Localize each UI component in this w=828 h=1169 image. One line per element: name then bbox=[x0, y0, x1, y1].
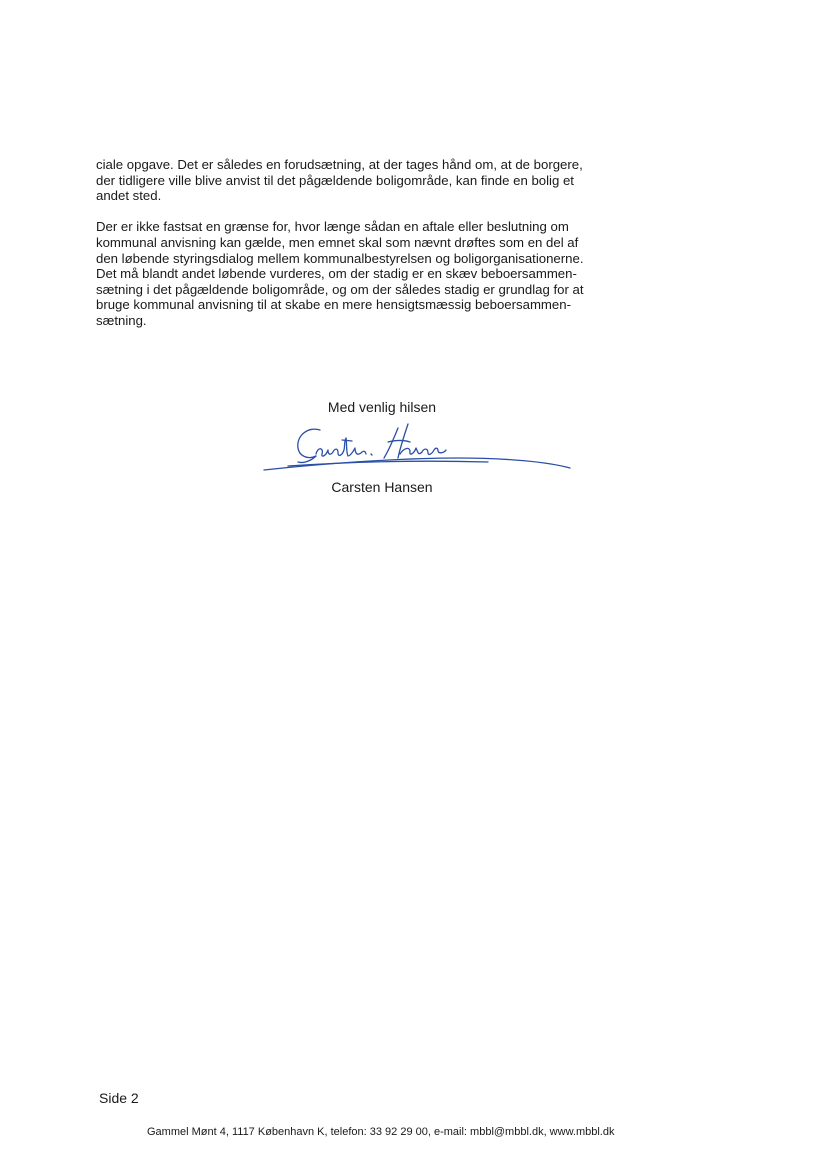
paragraph-line: kommunal anvisning kan gælde, men emnet skal som nævnt drøftes som en del af bbox=[96, 234, 579, 250]
footer-contact-text: Gammel Mønt 4, 1117 København K, telefon: 33 92 29 00, e-mail: mbbl@mbbl.dk, www.mbbl.dk bbox=[147, 1126, 615, 1138]
paragraph-line: ciale opgave. Det er således en forudsætning, at der tages hånd om, at de borgere, bbox=[96, 157, 583, 172]
paragraph-line: der tidligere ville blive anvist til det pågældende boligområde, kan finde en bolig et bbox=[96, 172, 574, 188]
paragraph-2 bbox=[96, 219, 626, 328]
paragraph-1 bbox=[96, 157, 626, 204]
signer-name: Carsten Hansen bbox=[331, 479, 433, 495]
paragraph-line: andet sted. bbox=[96, 188, 162, 204]
paragraph-line: bruge kommunal anvisning til at skabe en mere hensigtsmæssig beboersammen- bbox=[96, 297, 571, 313]
handwritten-signature bbox=[258, 420, 578, 476]
paragraph-line: Der er ikke fastsat en grænse for, hvor længe sådan en aftale eller beslutning om bbox=[96, 219, 569, 235]
letter-body bbox=[96, 157, 626, 344]
paragraph-line: Det må blandt andet løbende vurderes, om der stadig er en skæv beboersammen- bbox=[96, 266, 577, 282]
paragraph-line: sætning. bbox=[96, 312, 147, 328]
paragraph-line: sætning i det pågældende boligområde, og om der således stadig er grundlag for at bbox=[96, 281, 584, 297]
page-number: Side 2 bbox=[99, 1090, 139, 1106]
paragraph-line: den løbende styringsdialog mellem kommunalbestyrelsen og boligorganisationerne. bbox=[96, 250, 584, 266]
closing-greeting: Med venlig hilsen bbox=[327, 399, 437, 415]
